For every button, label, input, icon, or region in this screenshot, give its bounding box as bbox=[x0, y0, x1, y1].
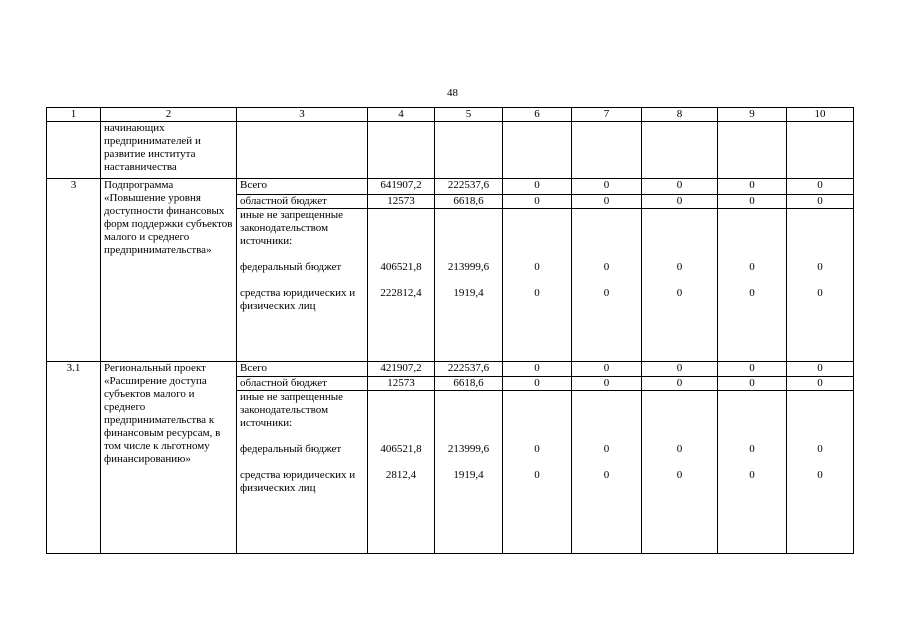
table-row bbox=[47, 122, 854, 179]
value-cell: 406521,8 bbox=[380, 261, 422, 273]
value-cell: 0 bbox=[572, 195, 642, 209]
funding-source: средства юридических и физических лиц bbox=[240, 287, 356, 312]
value-cell: 2812,4 bbox=[385, 469, 417, 481]
value-cell: 0 bbox=[534, 469, 540, 481]
value-cell: 0 bbox=[817, 469, 823, 481]
column-number-row bbox=[47, 108, 854, 122]
value-cell: 0 bbox=[676, 261, 683, 273]
value-cell: 0 bbox=[503, 195, 572, 209]
col-header: 5 bbox=[435, 108, 503, 122]
value-cell: 0 bbox=[676, 443, 683, 455]
value-cell: 641907,2 bbox=[368, 179, 435, 195]
value-cell: 0 bbox=[534, 287, 540, 299]
funding-source-group bbox=[237, 391, 368, 554]
measure-name: начинающих предпринимателей и развитие института наставничества bbox=[101, 122, 237, 179]
col-header: 2 bbox=[101, 108, 237, 122]
value-cell: 0 bbox=[787, 377, 854, 391]
value-cell: 0 bbox=[676, 469, 683, 481]
value-cell: 0 bbox=[572, 377, 642, 391]
value-cell: 0 bbox=[503, 179, 572, 195]
value-cell: 0 bbox=[676, 287, 683, 299]
value-cell: 1919,4 bbox=[453, 469, 484, 481]
value-cell: 0 bbox=[603, 287, 610, 299]
row-number: 3.1 bbox=[47, 362, 101, 554]
col-header: 1 bbox=[47, 108, 101, 122]
funding-source: федеральный бюджет bbox=[240, 261, 342, 273]
value-cell: 0 bbox=[787, 195, 854, 209]
value-cell: 0 bbox=[603, 261, 610, 273]
value-cell: 0 bbox=[718, 377, 787, 391]
value-cell: 0 bbox=[749, 469, 755, 481]
value-cell: 0 bbox=[642, 195, 718, 209]
value-cell: 6618,6 bbox=[435, 377, 503, 391]
col-header: 6 bbox=[503, 108, 572, 122]
value-cell: 0 bbox=[787, 362, 854, 377]
value-cell: 12573 bbox=[368, 195, 435, 209]
page-number: 48 bbox=[447, 87, 458, 99]
funding-source: областной бюджет bbox=[237, 377, 368, 391]
value-cell: 0 bbox=[503, 377, 572, 391]
table-row bbox=[47, 179, 854, 195]
value-cell: 12573 bbox=[368, 377, 435, 391]
value-cell: 0 bbox=[718, 179, 787, 195]
col-header: 4 bbox=[368, 108, 435, 122]
value-cell: 0 bbox=[817, 261, 823, 273]
value-cell: 0 bbox=[787, 179, 854, 195]
value-cell: 0 bbox=[642, 362, 718, 377]
value-cell: 0 bbox=[534, 261, 540, 273]
value-cell: 0 bbox=[749, 261, 755, 273]
table-row bbox=[47, 362, 854, 377]
value-cell: 222812,4 bbox=[380, 287, 422, 299]
value-cell: 0 bbox=[503, 362, 572, 377]
col-header: 3 bbox=[237, 108, 368, 122]
col-header: 10 bbox=[787, 108, 854, 122]
value-cell: 0 bbox=[572, 179, 642, 195]
measure-name: Подпрограмма «Повышение уровня доступности финансовых форм поддержки субъектов малого и среднего предпринимательства» bbox=[101, 179, 237, 362]
col-header: 9 bbox=[718, 108, 787, 122]
funding-source: Всего bbox=[237, 362, 368, 377]
value-cell: 0 bbox=[718, 195, 787, 209]
funding-source: федеральный бюджет bbox=[240, 443, 342, 455]
funding-source: областной бюджет bbox=[237, 195, 368, 209]
value-cell: 0 bbox=[642, 179, 718, 195]
value-cell: 421907,2 bbox=[368, 362, 435, 377]
value-cell: 0 bbox=[817, 443, 823, 455]
col-header: 8 bbox=[642, 108, 718, 122]
value-cell: 1919,4 bbox=[453, 287, 484, 299]
value-cell: 222537,6 bbox=[435, 179, 503, 195]
value-cell: 0 bbox=[718, 362, 787, 377]
value-cell: 0 bbox=[603, 443, 610, 455]
col-header: 7 bbox=[572, 108, 642, 122]
funding-source-group bbox=[237, 209, 368, 362]
value-cell: 0 bbox=[603, 469, 610, 481]
funding-source: Всего bbox=[237, 179, 368, 195]
other-sources-label: иные не запрещенные законодательством источники: bbox=[240, 209, 344, 247]
measure-name: Региональный проект «Расширение доступа субъектов малого и среднего предпринимательства к финансовым ресурсам, в том числе к льготному финансированию» bbox=[101, 362, 237, 554]
value-cell: 406521,8 bbox=[380, 443, 422, 455]
funding-source: средства юридических и физических лиц bbox=[240, 469, 356, 494]
value-cell: 0 bbox=[749, 443, 755, 455]
other-sources-label: иные не запрещенные законодательством источники: bbox=[240, 391, 344, 429]
value-cell: 6618,6 bbox=[435, 195, 503, 209]
value-cell: 213999,6 bbox=[447, 261, 490, 273]
value-cell: 0 bbox=[817, 287, 823, 299]
value-cell: 222537,6 bbox=[435, 362, 503, 377]
row-number: 3 bbox=[47, 179, 101, 362]
value-cell: 0 bbox=[749, 287, 755, 299]
value-cell: 0 bbox=[534, 443, 540, 455]
value-cell: 213999,6 bbox=[447, 443, 490, 455]
budget-table bbox=[46, 107, 854, 554]
value-cell: 0 bbox=[642, 377, 718, 391]
value-cell: 0 bbox=[572, 362, 642, 377]
